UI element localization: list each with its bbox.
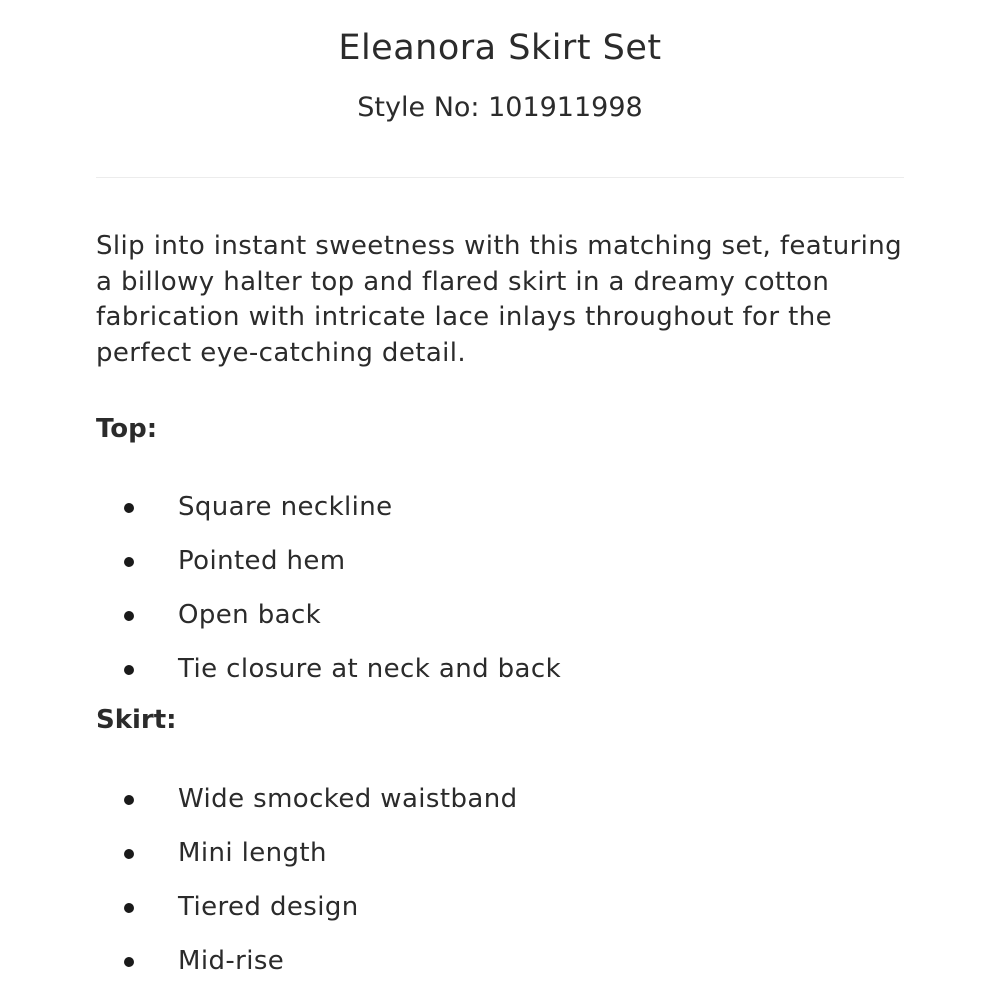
list-item-text: Wide smocked waistband xyxy=(178,784,518,814)
top-section-heading: Top: xyxy=(96,414,158,444)
list-item-text: Tie closure at neck and back xyxy=(178,654,562,684)
bullet-icon xyxy=(124,611,134,621)
list-item xyxy=(96,781,916,835)
skirt-features-list xyxy=(96,781,916,997)
list-item xyxy=(96,597,916,651)
bullet-icon xyxy=(124,557,134,567)
bullet-icon xyxy=(124,957,134,967)
list-item xyxy=(96,489,916,543)
list-item-text: Tiered design xyxy=(178,892,359,922)
bullet-icon xyxy=(124,795,134,805)
list-item xyxy=(96,543,916,597)
list-item xyxy=(96,889,916,943)
list-item xyxy=(96,943,916,997)
bullet-icon xyxy=(124,903,134,913)
list-item-text: Pointed hem xyxy=(178,546,346,576)
product-title: Eleanora Skirt Set xyxy=(338,28,662,68)
divider xyxy=(96,177,904,178)
list-item-text: Open back xyxy=(178,600,322,630)
list-item-text: Mid-rise xyxy=(178,946,285,976)
style-number: Style No: 101911998 xyxy=(357,92,643,123)
list-item xyxy=(96,651,916,705)
skirt-section-heading: Skirt: xyxy=(96,705,177,735)
bullet-icon xyxy=(124,849,134,859)
top-features-list xyxy=(96,489,916,705)
list-item-text: Square neckline xyxy=(178,492,393,522)
bullet-icon xyxy=(124,503,134,513)
list-item-text: Mini length xyxy=(178,838,327,868)
product-description: Slip into instant sweetness with this matching set, featuring a billowy halter top and flared skirt in a dreamy cotton fabrication with intricate lace inlays throughout for the perfect eye-catching detail. xyxy=(96,231,903,368)
list-item xyxy=(96,835,916,889)
bullet-icon xyxy=(124,665,134,675)
